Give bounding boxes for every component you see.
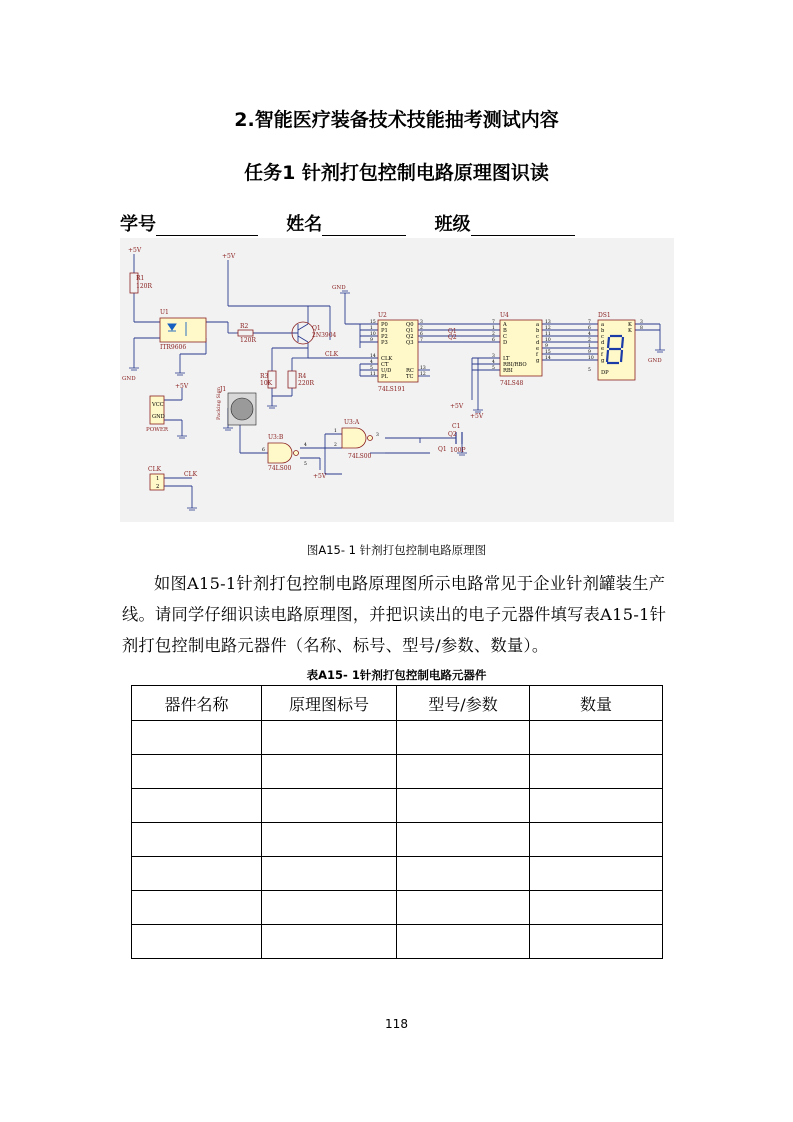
pin-number: 8 xyxy=(640,326,643,331)
clk-conn-ref: CLK xyxy=(148,466,162,473)
q1-net-label: Q1 xyxy=(448,328,457,335)
ds1-pin-label: c xyxy=(601,334,604,340)
pin-number: 1 xyxy=(588,344,591,349)
c1-ref: C1 xyxy=(452,423,461,430)
table-cell[interactable] xyxy=(530,721,663,755)
ds1-pin-label: e xyxy=(601,346,605,352)
table-cell[interactable] xyxy=(132,721,262,755)
table-cell[interactable] xyxy=(262,891,397,925)
u2-pin-label: P2 xyxy=(381,334,388,340)
u1-part: ITR9606 xyxy=(160,344,187,351)
pin-number: 9 xyxy=(370,338,373,343)
u3a-part: 74LS00 xyxy=(348,453,372,460)
vcc-label: +5V xyxy=(128,247,142,254)
table-cell[interactable] xyxy=(530,857,663,891)
pin-number: 4 xyxy=(304,443,307,448)
u2-pin-label: U/D xyxy=(381,368,392,374)
pin-number: 13 xyxy=(420,366,426,371)
pin-number: 5 xyxy=(492,366,495,371)
table-cell[interactable] xyxy=(397,789,530,823)
u2-pin-label: PL xyxy=(381,374,388,380)
pin-number: 12 xyxy=(420,372,426,377)
table-row xyxy=(132,925,663,959)
j1-part: Packing Sign xyxy=(216,386,222,420)
ds1-pin-label: DP xyxy=(601,370,609,376)
pin-number: 6 xyxy=(588,326,591,331)
q2-net-label: Q2 xyxy=(448,334,457,341)
column-header: 原理图标号 xyxy=(262,686,397,721)
u2-pin-label: CLK xyxy=(381,356,393,362)
pin-number: 5 xyxy=(370,366,373,371)
table-cell[interactable] xyxy=(132,857,262,891)
u4-pin-label: e xyxy=(536,346,540,352)
instruction-paragraph: 如图A15-1针剂打包控制电路原理图所示电路常见于企业针剂罐装生产线。请同学仔细识读电路原理图，并把识读出的电子元器件填写表A15-1针剂打包控制电路元器件（名称、标号、型号/参数、数量）。 xyxy=(122,574,667,655)
student-info-line xyxy=(120,210,575,236)
table-cell[interactable] xyxy=(397,823,530,857)
ds1-pin-label: g xyxy=(601,358,605,364)
page-number: 118 xyxy=(385,1017,408,1031)
vcc-label: +5V xyxy=(313,473,327,480)
q1-net-label: Q1 xyxy=(438,446,447,453)
pin-number: 7 xyxy=(492,320,495,325)
figure-caption: 图A15- 1 针剂打包控制电路原理图 xyxy=(306,543,487,557)
vcc-label: +5V xyxy=(450,403,464,410)
table-cell[interactable] xyxy=(132,823,262,857)
j1-ref: J1 xyxy=(220,386,227,393)
ds1-pin-label: a xyxy=(601,322,605,328)
ds1-pin-label: d xyxy=(601,340,605,346)
pin-number: 1 xyxy=(334,429,337,434)
student-id-label: 学号 xyxy=(120,214,156,235)
u2-pin-label: Q2 xyxy=(406,334,414,340)
pin-number: 7 xyxy=(588,320,591,325)
pin-number: 4 xyxy=(370,360,373,365)
table-header-row xyxy=(132,686,663,721)
u4-pin-label: g xyxy=(536,358,540,364)
table-cell[interactable] xyxy=(132,789,262,823)
student-name-label: 姓名 xyxy=(286,214,323,235)
u4-pin-label: a xyxy=(536,322,540,328)
table-cell[interactable] xyxy=(530,823,663,857)
ds1-pin-label: b xyxy=(601,328,605,334)
ds1-k-label: K xyxy=(628,322,632,328)
u3a-ref: U3:A xyxy=(344,419,360,426)
u4-pin-label: d xyxy=(536,340,540,346)
table-cell[interactable] xyxy=(262,721,397,755)
student-id-field[interactable] xyxy=(156,215,258,236)
power-label: POWER xyxy=(146,427,169,433)
pin-number: 2 xyxy=(492,332,495,337)
pin-number: 3 xyxy=(640,320,643,325)
pin-number: 6 xyxy=(492,338,495,343)
pin-number: 13 xyxy=(545,320,551,325)
table-row xyxy=(132,789,663,823)
r2-ref: R2 xyxy=(240,323,249,330)
vcc-label: +5V xyxy=(222,253,236,260)
pin-number: 3 xyxy=(492,354,495,359)
u4-pin-label: RBI/RBO xyxy=(503,362,527,368)
vcc-label: +5V xyxy=(175,383,189,390)
table-cell[interactable] xyxy=(132,925,262,959)
pin-number: 9 xyxy=(545,344,548,349)
pin-number: 4 xyxy=(588,332,591,337)
u4-pin-label: f xyxy=(536,352,538,358)
u4-pin-label: LT xyxy=(503,356,510,362)
r1-value: 120R xyxy=(136,283,152,290)
table-cell[interactable] xyxy=(530,755,663,789)
u2-pin-label: CT xyxy=(381,362,389,368)
pin-number: 2 xyxy=(420,326,423,331)
pin-number: 15 xyxy=(370,320,376,325)
q1-ref: Q1 xyxy=(312,325,321,332)
table-cell[interactable] xyxy=(530,891,663,925)
table-caption: 表A15- 1针剂打包控制电路元器件 xyxy=(306,668,487,682)
table-row xyxy=(132,857,663,891)
class-field[interactable] xyxy=(471,215,575,236)
table-cell[interactable] xyxy=(132,891,262,925)
gnd-label: GND xyxy=(122,376,136,382)
pin-number: 3 xyxy=(376,433,379,438)
u2-pin-label: P1 xyxy=(381,328,388,334)
u2-pin-label: RC xyxy=(406,368,414,374)
u2-pin-label: Q1 xyxy=(406,328,414,334)
pin-number: 15 xyxy=(545,350,551,355)
class-label: 班级 xyxy=(434,214,471,235)
u4-pin-label: b xyxy=(536,328,540,334)
pin-number: 3 xyxy=(420,320,423,325)
pin-number: 9 xyxy=(588,350,591,355)
pin-number: 5 xyxy=(588,368,591,373)
pin-number: 6 xyxy=(420,332,423,337)
c1-value: 100P xyxy=(450,447,466,454)
r4-ref: R4 xyxy=(298,373,307,380)
u4-pin-label: A xyxy=(503,322,507,328)
pin-number: 1 xyxy=(370,326,373,331)
clk-conn-pin: 2 xyxy=(156,484,160,490)
table-cell[interactable] xyxy=(262,823,397,857)
pin-number: 7 xyxy=(420,338,423,343)
table-cell[interactable] xyxy=(397,891,530,925)
r4-value: 220R xyxy=(298,380,314,387)
column-header: 型号/参数 xyxy=(397,686,530,721)
u4-pin-label: RBI xyxy=(503,368,513,374)
u4-pin-label: D xyxy=(503,340,508,346)
table-cell[interactable] xyxy=(397,857,530,891)
power-pin-label: VCC xyxy=(152,402,164,408)
u2-pin-label: Q0 xyxy=(406,322,414,328)
u3b-part: 74LS00 xyxy=(268,465,292,472)
u2-ref: U2 xyxy=(378,312,387,319)
u2-pin-label: TC xyxy=(406,374,414,380)
clk-conn-pin: 1 xyxy=(156,476,160,482)
table-row xyxy=(132,755,663,789)
u4-pin-label: B xyxy=(503,328,507,334)
ds1-ref: DS1 xyxy=(598,312,611,319)
q2-net-label: Q2 xyxy=(448,431,457,438)
pin-number: 10 xyxy=(370,332,376,337)
pin-number: 12 xyxy=(545,326,551,331)
u1-ref: U1 xyxy=(160,309,169,316)
table-cell[interactable] xyxy=(397,755,530,789)
ds1-k-label: K xyxy=(628,328,632,334)
column-header: 器件名称 xyxy=(132,686,262,721)
table-cell[interactable] xyxy=(262,789,397,823)
vcc-label: +5V xyxy=(470,413,484,420)
section-heading: 2.智能医疗装备技术技能抽考测试内容 xyxy=(234,109,559,131)
u2-pin-label: P0 xyxy=(381,322,388,328)
pin-number: 6 xyxy=(262,448,265,453)
pin-number: 2 xyxy=(588,338,591,343)
task-title: 任务1 针剂打包控制电路原理图识读 xyxy=(244,162,549,184)
table-cell[interactable] xyxy=(397,721,530,755)
table-cell[interactable] xyxy=(397,925,530,959)
pin-number: 10 xyxy=(588,356,594,361)
u2-part: 74LS191 xyxy=(378,386,406,393)
pin-number: 14 xyxy=(545,356,551,361)
pin-number: 10 xyxy=(545,338,551,343)
table-cell[interactable] xyxy=(132,755,262,789)
table-row xyxy=(132,891,663,925)
clk-net-label: CLK xyxy=(184,471,198,478)
r2-value: 120R xyxy=(240,337,256,344)
r3-value: 10K xyxy=(260,380,273,387)
table-cell[interactable] xyxy=(262,925,397,959)
r1-ref: R1 xyxy=(136,275,145,282)
pin-number: 11 xyxy=(545,332,551,337)
pin-number: 4 xyxy=(492,360,495,365)
table-cell[interactable] xyxy=(262,857,397,891)
u2-pin-label: P3 xyxy=(381,340,388,346)
u4-pin-label: C xyxy=(503,334,507,340)
u3b-ref: U3:B xyxy=(268,434,284,441)
table-row xyxy=(132,823,663,857)
clk-net-label: CLK xyxy=(325,351,339,358)
pin-number: 11 xyxy=(370,372,376,377)
pin-number: 14 xyxy=(370,354,376,359)
table-row xyxy=(132,721,663,755)
table-cell[interactable] xyxy=(530,789,663,823)
pin-number: 5 xyxy=(304,462,307,467)
ds1-pin-label: f xyxy=(601,352,603,358)
table-cell[interactable] xyxy=(530,925,663,959)
table-cell[interactable] xyxy=(262,755,397,789)
power-pin-label: GND xyxy=(152,414,165,420)
gnd-label: GND xyxy=(648,358,662,364)
components-table xyxy=(131,685,663,959)
gnd-label: GND xyxy=(332,285,346,291)
pin-number: 2 xyxy=(334,443,337,448)
q1-part: 2N3904 xyxy=(312,332,337,339)
u4-pin-label: c xyxy=(536,334,539,340)
r3-ref: R3 xyxy=(260,373,269,380)
column-header: 数量 xyxy=(530,686,663,721)
circuit-schematic xyxy=(120,238,674,522)
pin-number: 1 xyxy=(492,326,495,331)
student-name-field[interactable] xyxy=(322,215,406,236)
u2-pin-label: Q3 xyxy=(406,340,414,346)
u4-part: 74LS48 xyxy=(500,380,524,387)
u4-ref: U4 xyxy=(500,312,509,319)
